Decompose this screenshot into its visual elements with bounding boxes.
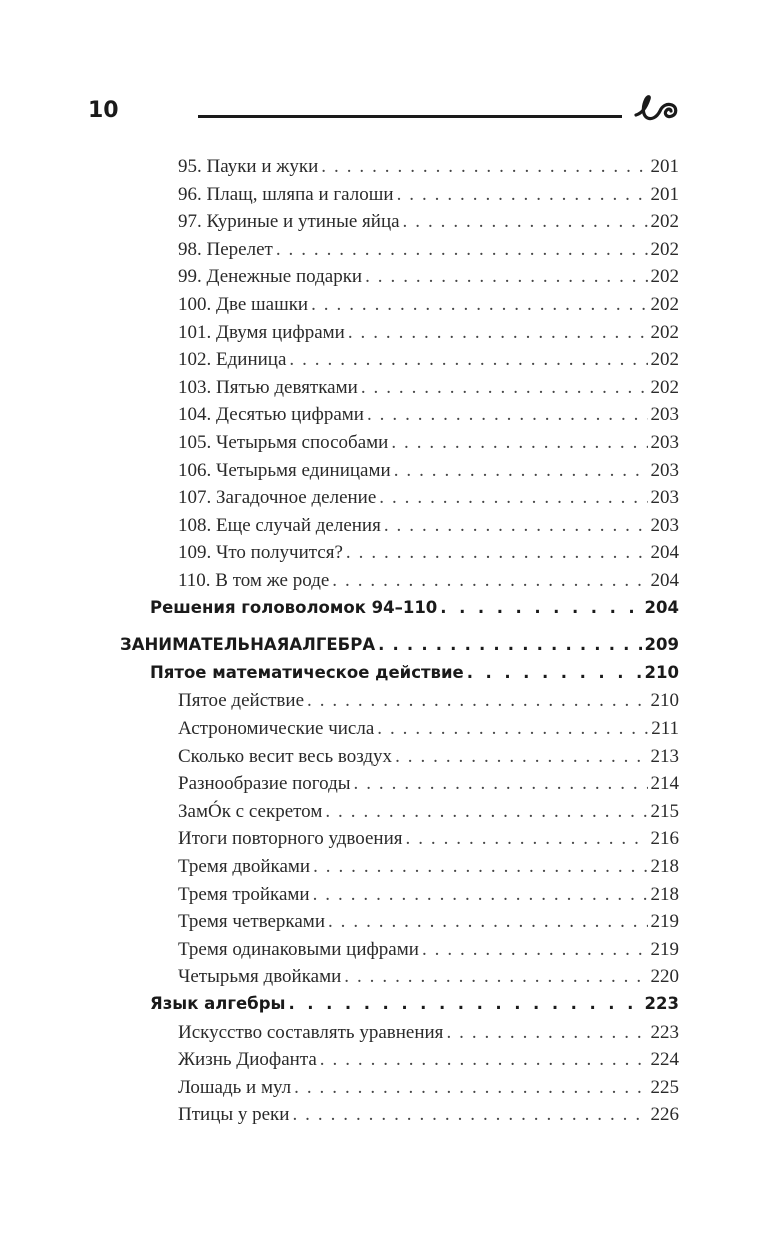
dot-leader [320,1049,648,1071]
toc-entry-page: 226 [650,1104,679,1126]
toc-entry-label: 106. Четырьмя единицами [178,459,391,481]
dot-leader [377,718,648,740]
toc-entry-label: 96. Плащ, шляпа и галоши [178,183,394,205]
toc-entry-label: Тремя тройками [178,883,310,905]
toc-entry-page: 220 [650,966,679,988]
dot-leader [397,184,648,206]
toc-entry-label: Сколько весит весь воздух [178,745,393,767]
dot-leader [391,432,647,454]
dot-leader [344,966,647,988]
toc-item[interactable] [178,460,679,482]
toc-entry-label: Четырьмя двойками [178,966,342,988]
toc-entry-page: 204 [644,597,679,617]
toc-entry-label: 108. Еще случай деления [178,514,381,536]
dot-leader [321,156,647,178]
dot-leader [307,690,647,712]
toc-item[interactable] [178,884,679,906]
toc-entry-label: Тремя двойками [178,856,311,877]
toc-entry-page: 201 [650,183,679,205]
toc-entry-page: 203 [650,514,679,536]
dot-leader [367,404,648,426]
toc-entry-label: 102. Единица [178,349,287,371]
toc-part-heading[interactable] [120,635,679,654]
dot-leader [313,856,647,878]
toc-item[interactable] [178,404,679,426]
toc-entry-page: 219 [650,938,679,960]
toc-item[interactable] [178,856,679,878]
toc-item[interactable] [178,966,679,988]
dot-leader [292,1104,647,1126]
decorative-swirl-icon [633,93,679,123]
toc-entry-page: 210 [650,690,679,712]
toc-item[interactable] [178,239,679,261]
toc-entry-label: Пятое математическое действие [150,662,464,682]
toc-entry-label: 104. Десятью цифрами [178,404,364,426]
dot-leader [446,1022,647,1044]
toc-entry-page: 224 [650,1049,679,1071]
toc-entry-page: 202 [650,266,679,288]
dot-leader [406,828,648,850]
toc-item[interactable] [178,1104,679,1126]
toc-item[interactable] [178,349,679,371]
toc-entry-page: 202 [650,321,679,343]
dot-leader [294,1077,647,1099]
toc-entry-label: 101. Двумя цифрами [178,321,345,343]
toc-entry-label: 99. Денежные подарки [178,266,363,288]
toc-item[interactable] [178,828,679,850]
toc-item[interactable] [178,432,679,454]
toc-entry-label: Лошадь и мул [178,1076,292,1098]
toc-entry-label: Астрономические числа [178,718,375,739]
dot-leader [325,801,647,823]
toc-entry-label: 103. Пятью девятками [178,376,358,398]
dot-leader [379,487,647,509]
toc-item[interactable] [178,156,679,178]
toc-entry-page: 214 [650,773,679,795]
dot-leader [378,635,641,654]
toc-entry-page: 209 [644,635,679,655]
toc-entry-label: 107. Загадочное деление [178,487,377,509]
dot-leader [354,773,648,795]
toc-entry-label: 110. В том же роде [178,570,330,591]
toc-item[interactable] [178,487,679,509]
toc-entry-label: Пятое действие [178,690,305,712]
toc-item[interactable] [178,542,679,564]
toc-entry-page: 202 [650,376,679,398]
toc-entry-label: 109. Что получится? [178,542,343,564]
toc-entry-label: ЗамÓк с секретом [178,800,323,822]
toc-entry-page: 216 [650,828,679,850]
toc-entry-page: 219 [650,911,679,933]
toc-entry-page: 223 [650,1021,679,1043]
toc-item[interactable] [178,939,679,961]
toc-item[interactable] [178,718,679,740]
toc-item[interactable] [178,911,679,933]
dot-leader [422,939,648,961]
dot-leader [313,884,648,906]
toc-entry-label: Итоги повторного удвоения [178,828,403,850]
toc-entry-label: 95. Пауки и жуки [178,156,319,177]
toc-entry-page: 203 [650,459,679,481]
toc-item[interactable] [178,690,679,712]
toc-entry-page: 223 [644,994,679,1013]
toc-entry-page: 218 [650,883,679,905]
dot-leader [328,911,648,933]
toc-entry-page: 204 [650,542,679,564]
toc-entry-page: 218 [650,856,679,877]
dot-leader [348,322,648,344]
toc-entry-label: Решения головоломок 94–110 [150,597,438,617]
dot-leader [288,994,641,1013]
toc-entry-page: 203 [650,487,679,509]
dot-leader [394,460,648,482]
toc-entry-label: 105. Четырьмя способами [178,432,389,453]
dot-leader [346,542,648,564]
toc-entry-label: ЗАНИМАТЕЛЬНАЯАЛГЕБРА [120,635,376,655]
dot-leader [276,239,648,261]
toc-entry-label: Разнообразие погоды [178,773,351,795]
dot-leader [384,515,648,537]
dot-leader [440,598,641,617]
toc-entry-page: 203 [650,404,679,426]
toc-entry-page: 225 [650,1076,679,1098]
toc-entry-label: 98. Перелет [178,238,273,260]
toc-entry-page: 201 [650,156,679,177]
toc-entry-label: 97. Куриные и утиные яйца [178,211,400,233]
toc-item[interactable] [178,211,679,233]
toc-entry-page: 210 [644,662,679,682]
toc-entry-label: Птицы у реки [178,1104,290,1126]
toc-item[interactable] [178,184,679,206]
toc-entry-label: Жизнь Диофанта [178,1049,317,1071]
toc-item[interactable] [178,570,679,592]
dot-leader [332,570,647,592]
toc-entry-label: Тремя четверками [178,911,325,933]
toc-entry-page: 202 [650,211,679,233]
dot-leader [403,211,648,233]
toc-item[interactable] [178,773,679,795]
page-number: 10 [88,98,119,123]
toc-item[interactable] [178,1049,679,1071]
dot-leader [365,266,647,288]
header-rule [198,115,622,118]
toc-entry-label: Тремя одинаковыми цифрами [178,938,419,960]
toc-item[interactable] [178,515,679,537]
toc-entry-page: 204 [650,570,679,591]
dot-leader [467,663,642,682]
toc-item[interactable] [178,294,679,316]
toc-entry-page: 215 [650,800,679,822]
toc-item[interactable] [178,266,679,288]
toc-entry-label: Искусство составлять уравнения [178,1021,444,1043]
toc-entry-page: 213 [650,745,679,767]
page-header [0,0,768,140]
toc-item[interactable] [178,377,679,399]
toc-entry-page: 203 [650,432,679,453]
toc-entry-label: Язык алгебры [150,994,286,1013]
toc-item[interactable] [178,801,679,823]
toc-entry-page: 202 [650,294,679,315]
toc-entry-page: 202 [650,349,679,371]
dot-leader [289,349,647,371]
toc-section-heading[interactable] [150,663,679,682]
toc-item[interactable] [178,322,679,344]
dot-leader [311,294,647,316]
toc-entry-page: 202 [650,238,679,260]
toc-entry-page: 211 [651,718,679,739]
toc-section-heading[interactable] [150,994,679,1013]
dot-leader [395,746,647,768]
toc-item[interactable] [178,1077,679,1099]
dot-leader [361,377,648,399]
toc-item[interactable] [178,1022,679,1044]
toc-item[interactable] [178,746,679,768]
toc-entry-label: 100. Две шашки [178,294,309,315]
toc-section-heading[interactable] [150,598,679,617]
